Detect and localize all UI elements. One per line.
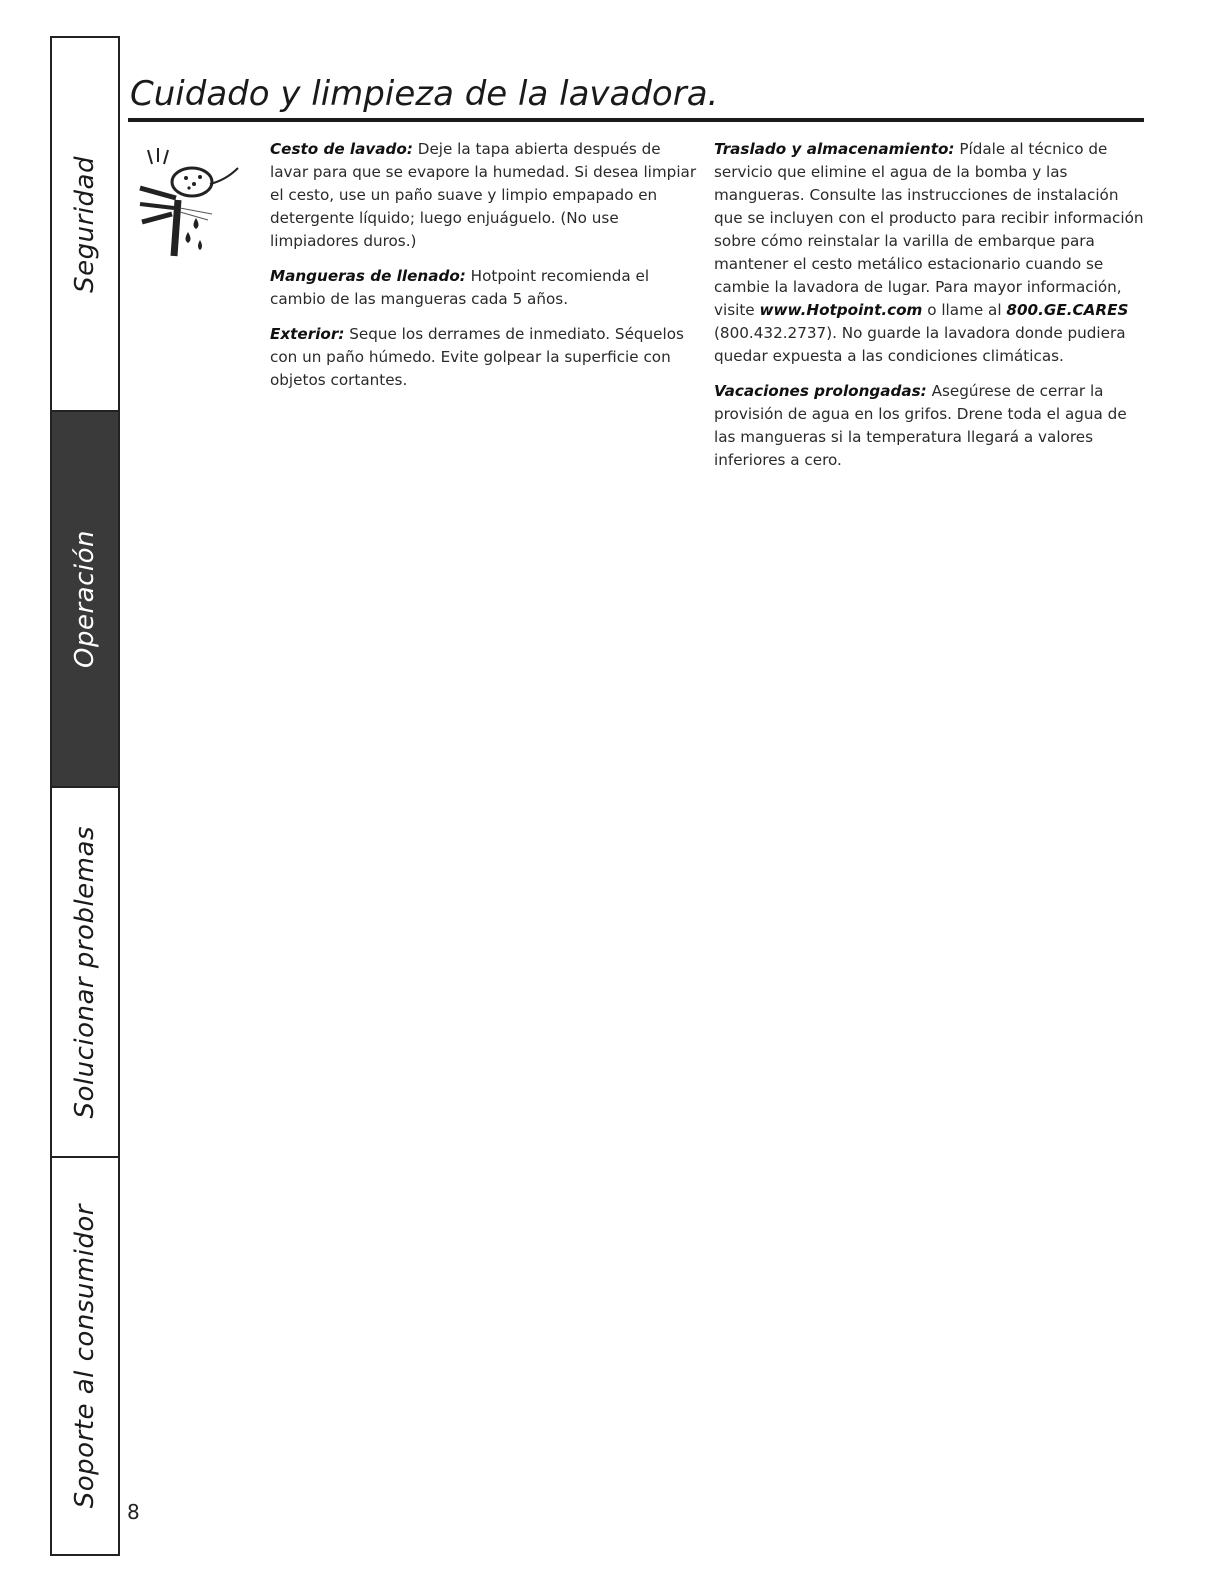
section-heading: Cesto de lavado: — [270, 140, 413, 158]
page-title: Cuidado y limpieza de la lavadora. — [130, 74, 719, 114]
tab-solucionar-problemas[interactable] — [52, 788, 118, 1158]
tab-soporte-al-consumidor[interactable] — [52, 1158, 118, 1554]
section-text: o llame al — [922, 301, 1007, 319]
section-mangueras — [270, 265, 700, 311]
section-heading: Mangueras de llenado: — [270, 267, 466, 285]
section-heading: Traslado y almacenamiento: — [714, 140, 955, 158]
page-number: 8 — [127, 1500, 140, 1524]
content-column-left — [270, 138, 700, 404]
title-divider — [128, 118, 1144, 122]
section-heading: Exterior: — [270, 325, 345, 343]
phone-label: 800.GE.CARES — [1006, 301, 1129, 319]
tab-label: Operación — [70, 530, 100, 668]
tab-label: Soporte al consumidor — [70, 1203, 100, 1509]
section-text: Hotpoint recomienda el cambio de las mangueras cada 5 años. — [270, 267, 650, 308]
section-text: (800.432.2737). No guarde la lavadora donde pudiera quedar expuesta a las condiciones climáticas. — [714, 324, 1126, 365]
section-text: Asegúrese de cerrar la provisión de agua en los grifos. Drene toda el agua de las mangueras si la temperatura llegará a valores inferiores a cero. — [714, 382, 1127, 469]
section-text: Seque los derrames de inmediato. Séquelos con un paño húmedo. Evite golpear la superficie con objetos cortantes. — [270, 325, 684, 389]
section-text: Pídale al técnico de servicio que elimine el agua de la bomba y las mangueras. Consulte las instrucciones de instalación que se incluyen con el producto para recibir información sobre cómo reinstalar la varilla de embarque para mantener el cesto metálico estacionario cuando se cambie la lavadora de lugar. Para mayor información, visite — [714, 140, 1144, 319]
section-exterior — [270, 323, 700, 392]
section-text: Deje la tapa abierta después de lavar para que se evapore la humedad. Si desea limpiar el cesto, use un paño suave y limpio empapado en detergente líquido; luego enjuáguelo. (No use limpiadores duros.) — [270, 140, 697, 250]
tab-operacion[interactable] — [52, 412, 118, 788]
tab-seguridad[interactable] — [52, 38, 118, 412]
website-link[interactable]: www.Hotpoint.com — [759, 301, 923, 319]
section-traslado — [714, 138, 1144, 368]
tab-label: Seguridad — [70, 155, 100, 293]
tab-label: Solucionar problemas — [70, 825, 100, 1119]
section-heading: Vacaciones prolongadas: — [714, 382, 927, 400]
content-column-right — [714, 138, 1144, 484]
section-tabs — [50, 36, 120, 1556]
section-vacaciones — [714, 380, 1144, 472]
cleaning-sponge-icon — [134, 144, 244, 264]
section-cesto — [270, 138, 700, 253]
